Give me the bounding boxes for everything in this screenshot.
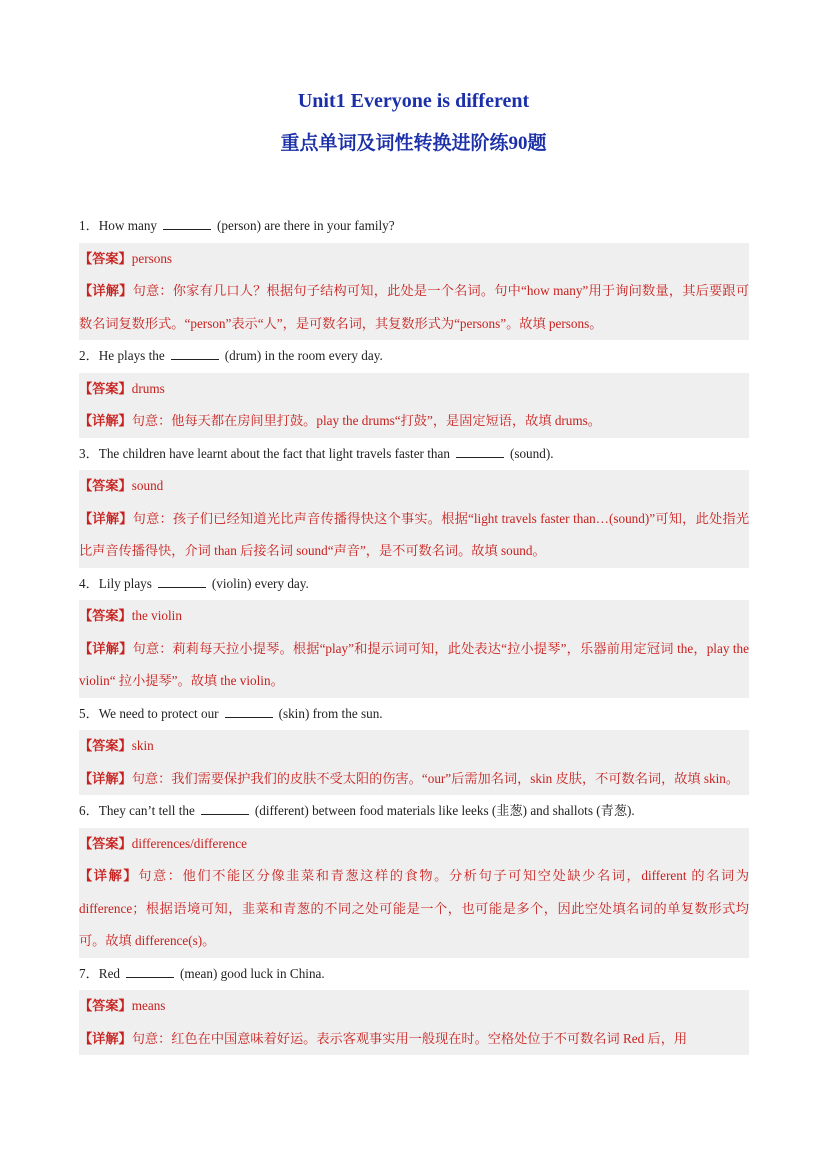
- exercise-subtitle: 重点单词及词性转换进阶练90题: [280, 133, 547, 154]
- answer-blank: [456, 445, 504, 458]
- answer-blank: [171, 347, 219, 360]
- question-4: 4．Lily plays (violin) every day.: [79, 575, 309, 591]
- answer-line: 【答案】persons: [79, 250, 173, 266]
- answer-block-7: [79, 990, 749, 1055]
- answer-blank: [225, 705, 273, 718]
- answer-blank: [126, 965, 174, 978]
- detail-line: 【详解】句意：他们不能区分像韭菜和青葱这样的食物。分析句子可知空处缺少名词，different 的名词为 difference；根据语境可知，韭菜和青葱的不同之处可能是一个，也可能是多个，因此空处填名词的单复数形式均可。故填 difference(s)。: [79, 868, 750, 948]
- detail-line: 【详解】句意：我们需要保护我们的皮肤不受太阳的伤害。“our”后需加名词，skin 皮肤，不可数名词，故填 skin。: [79, 770, 740, 786]
- answer-blank: [201, 802, 249, 815]
- question-1: 1．How many (person) are there in your family?: [79, 218, 395, 233]
- answer-line: 【答案】the violin: [79, 608, 182, 623]
- question-3: 3．The children have learnt about the fact that light travels faster than (sound).: [79, 445, 554, 461]
- detail-line: 【详解】句意：他每天都在房间里打鼓。play the drums“打鼓”，是固定短语，故填 drums。: [79, 413, 601, 428]
- exercise-list: [79, 210, 749, 1055]
- answer-block-4: [79, 600, 749, 698]
- answer-block-3: [79, 470, 749, 568]
- detail-line: 【详解】句意：孩子们已经知道光比声音传播得快这个事实。根据“light travels faster than…(sound)”可知，此处指光比声音传播得快，介词 than 后接名词 sound“声音”，是不可数名词。故填 sound。: [79, 510, 750, 558]
- answer-line: 【答案】differences/difference: [79, 835, 247, 851]
- question-7: 7．Red (mean) good luck in China.: [79, 965, 325, 981]
- answer-block-2: [79, 373, 749, 438]
- answer-line: 【答案】sound: [79, 478, 164, 493]
- answer-block-5: [79, 730, 749, 795]
- answer-blank: [163, 217, 211, 230]
- answer-line: 【答案】skin: [79, 738, 154, 753]
- detail-line: 【详解】句意：莉莉每天拉小提琴。根据“play”和提示词可知，此处表达“拉小提琴”，乐器前用定冠词 the，play the violin“ 拉小提琴”。故填 the violin。: [79, 640, 750, 688]
- question-5: 5．We need to protect our (skin) from the sun.: [79, 705, 383, 721]
- detail-line: 【详解】句意：你家有几口人？根据句子结构可知，此处是一个名词。句中“how many”用于询问数量，其后要跟可数名词复数形式。“person”表示“人”，是可数名词，其复数形式为“persons”。故填 persons。: [79, 283, 750, 331]
- unit-title: Unit1 Everyone is different: [297, 90, 530, 112]
- detail-line: 【详解】句意：红色在中国意味着好运。表示客观事实用一般现在时。空格处位于不可数名词 Red 后，用: [79, 1030, 688, 1046]
- answer-line: 【答案】means: [79, 998, 166, 1013]
- answer-blank: [158, 575, 206, 588]
- answer-block-6: [79, 828, 749, 958]
- question-2: 2．He plays the (drum) in the room every day.: [79, 348, 383, 363]
- answer-block-1: [79, 243, 749, 341]
- question-6: 6．They can’t tell the (different) between food materials like leeks (韭葱) and shallots (青葱).: [79, 803, 635, 818]
- answer-line: 【答案】drums: [79, 380, 165, 396]
